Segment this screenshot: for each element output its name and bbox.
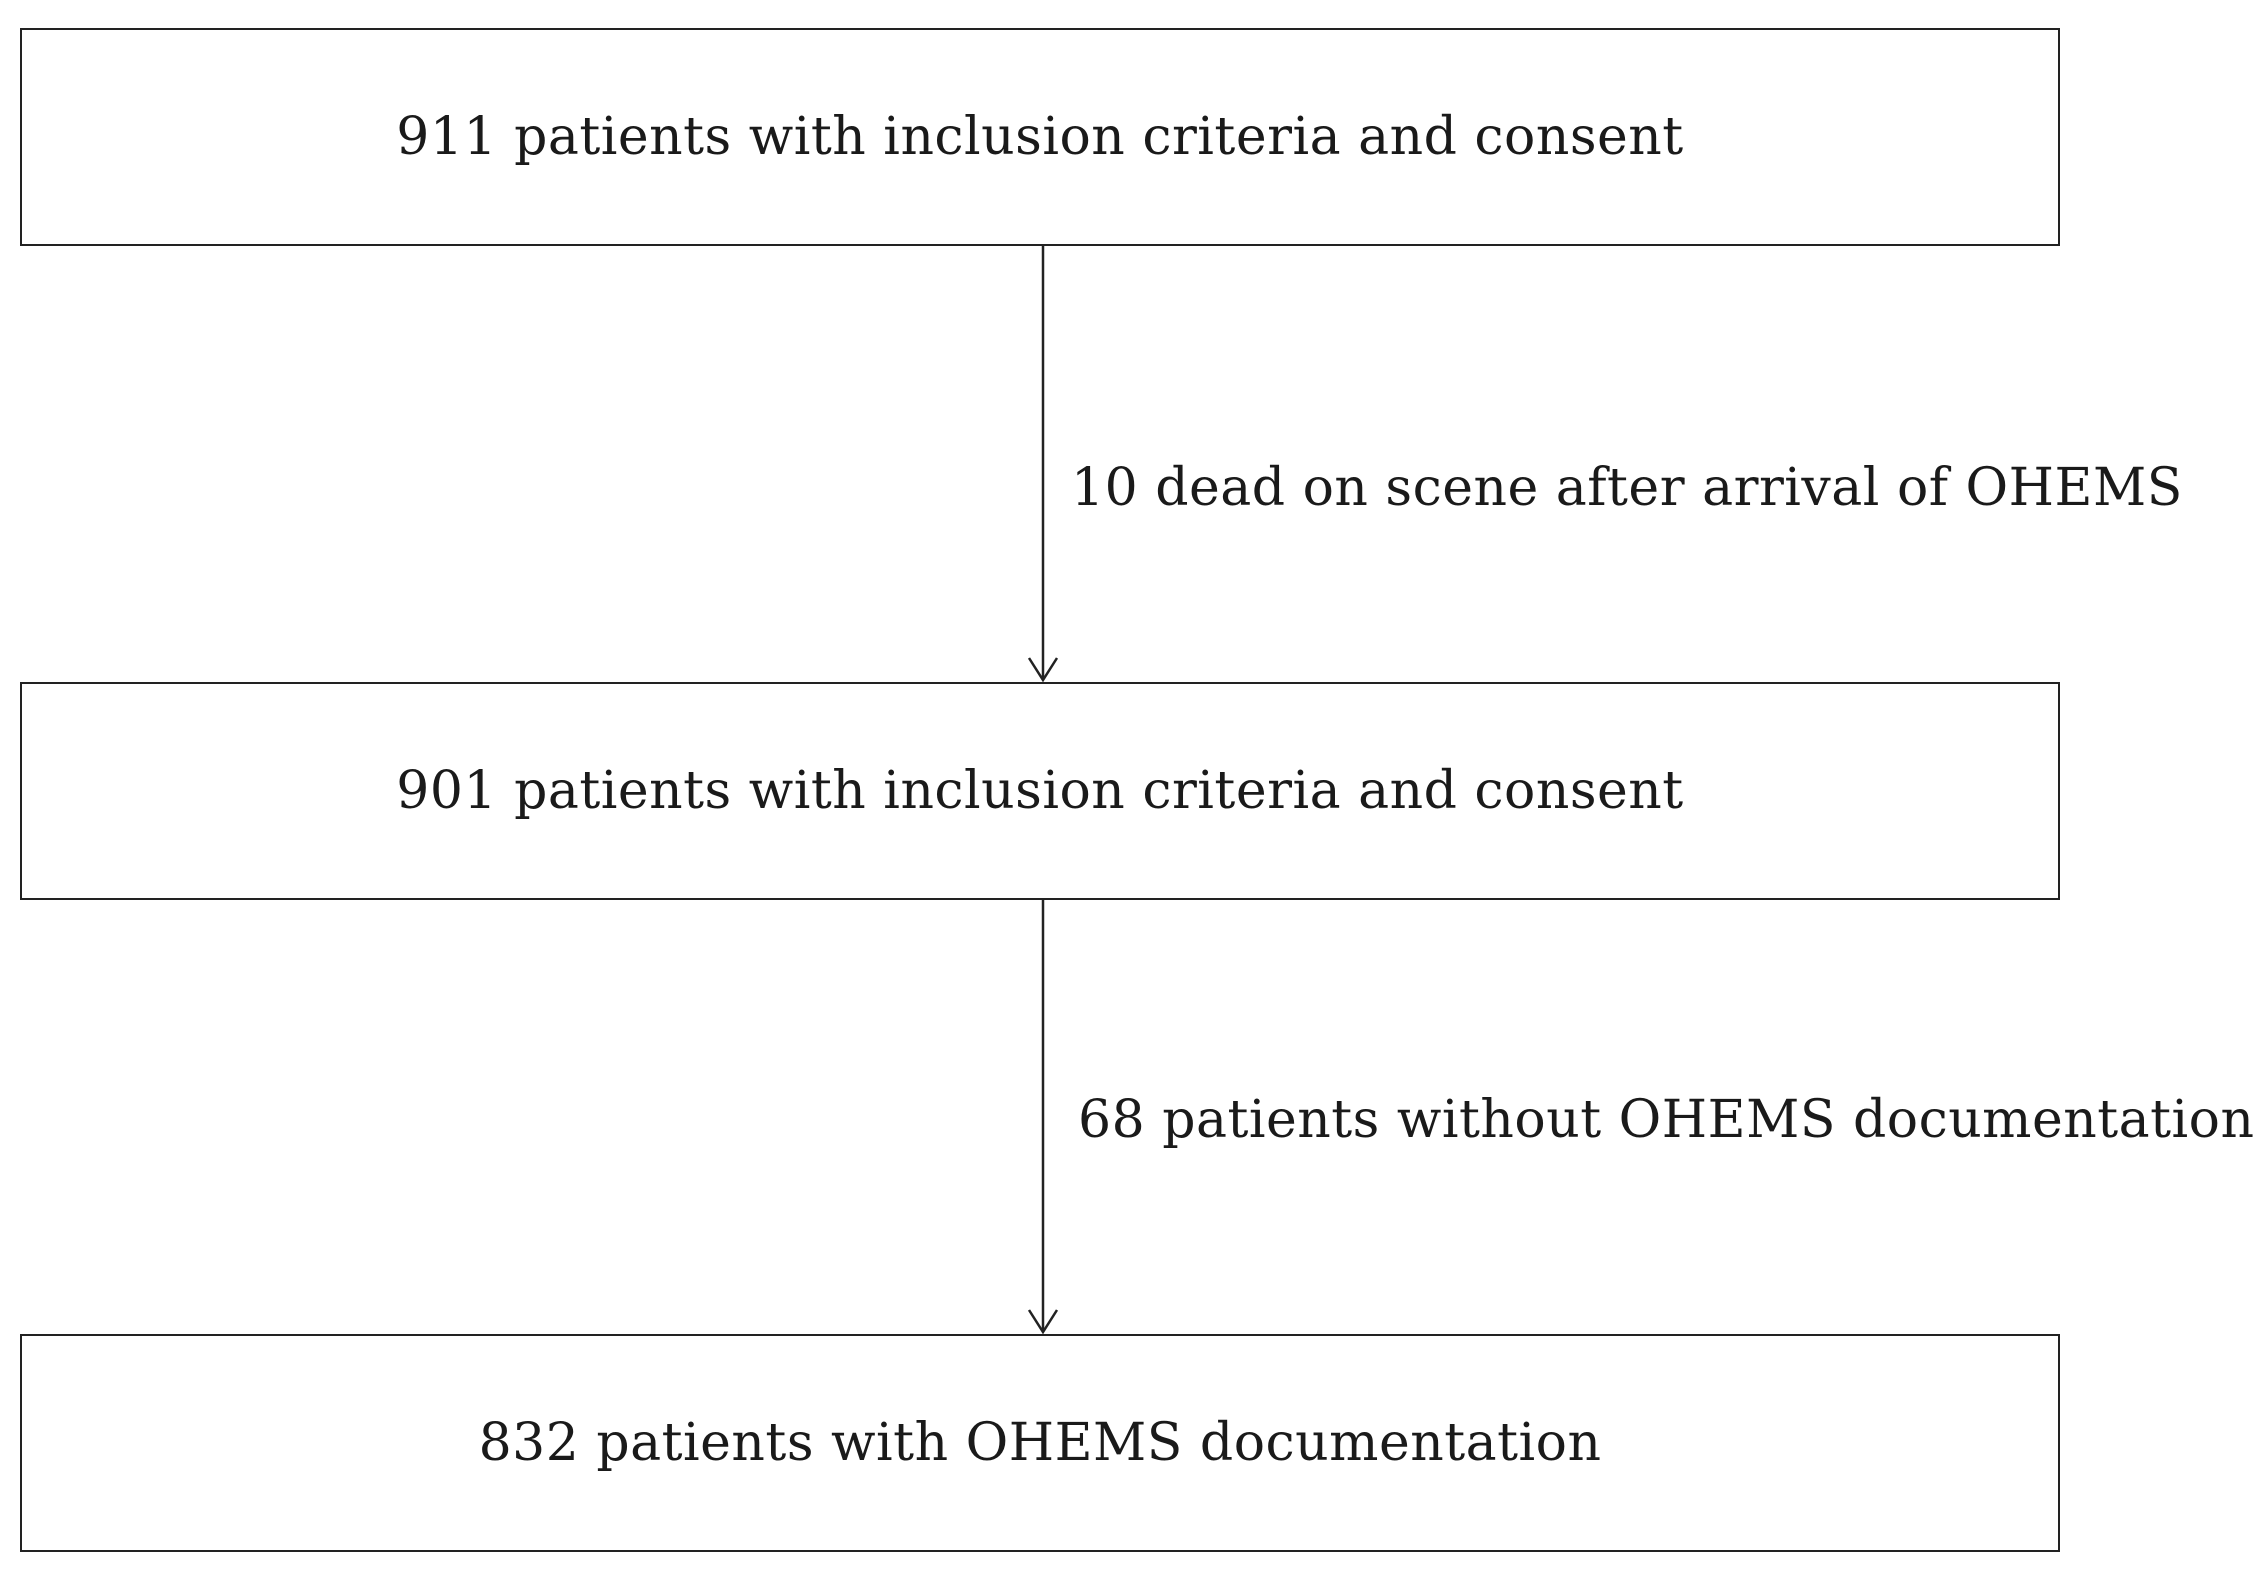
arrow-2-head bbox=[1029, 1310, 1057, 1332]
flow-box-final-text: 832 patients with OHEMS documentation bbox=[478, 1413, 1602, 1473]
flow-box-after-exclusion bbox=[20, 682, 2060, 900]
exclusion-label-no-documentation: 68 patients without OHEMS documentation bbox=[1078, 1090, 2255, 1150]
flow-box-final bbox=[20, 1334, 2060, 1552]
flow-box-initial bbox=[20, 28, 2060, 246]
flow-box-initial-text: 911 patients with inclusion criteria and consent bbox=[396, 107, 1684, 167]
arrow-1-head bbox=[1029, 658, 1057, 680]
flow-box-after-exclusion-text: 901 patients with inclusion criteria and consent bbox=[396, 761, 1684, 821]
exclusion-label-dead-on-scene: 10 dead on scene after arrival of OHEMS bbox=[1071, 458, 2183, 518]
